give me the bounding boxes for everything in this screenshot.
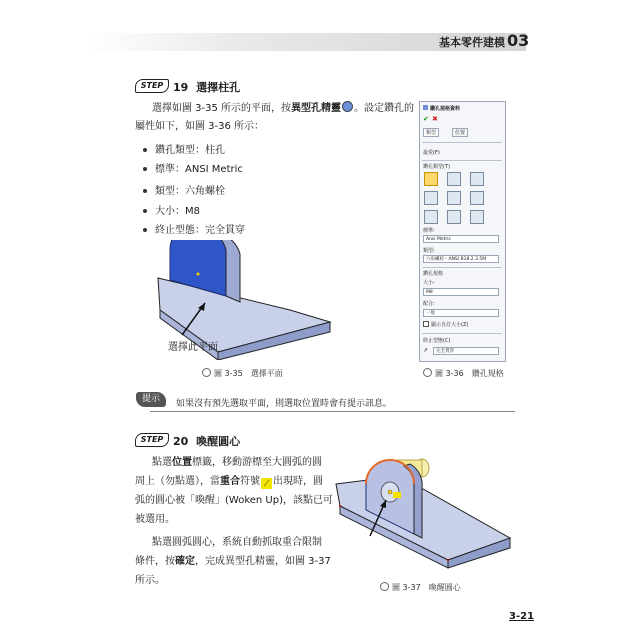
list-item: 標準：ANSI Metric [143, 160, 243, 175]
bullet-icon [143, 189, 147, 193]
callout-label: 選擇此平面 [168, 342, 218, 353]
tapered-tap-icon[interactable] [447, 191, 461, 205]
chapter-number: 03 [507, 31, 530, 50]
coincident-icon: ⟋ [261, 478, 272, 489]
pm-title-row: 鑽孔規格資料 [423, 105, 460, 112]
step-20-p2-line1: 點選圓弧圓心，系統自動抓取重合限制 [152, 537, 322, 548]
favorites-section[interactable]: 最愛(F) [423, 150, 440, 156]
bold-term: 確定 [175, 556, 195, 567]
legacy-hole-icon[interactable] [470, 191, 484, 205]
bullet-icon [143, 209, 147, 213]
tab-type[interactable]: 類型 [423, 128, 439, 137]
hole-icon [423, 105, 428, 110]
step-20-p1-line3: 弧的圓心被「喚醒」(Woken Up)，該點已可 [135, 495, 333, 506]
step-title: 選擇柱孔 [196, 81, 241, 94]
step-20-p2-line2: 條件，按確定，完成異型孔精靈，如圖 3-37 [135, 556, 331, 567]
hole-wizard-icon [342, 101, 353, 112]
type-select[interactable]: 六角螺栓 - ANSI B18.2.3.5M [423, 255, 499, 263]
countersink-slot-icon[interactable] [447, 210, 461, 224]
step-20-heading [173, 433, 240, 449]
counterbore-icon[interactable] [424, 172, 438, 186]
tab-position[interactable]: 位置 [452, 128, 468, 137]
figure-3-37-model [330, 448, 520, 573]
bullet-icon [143, 167, 147, 171]
list-item: 終止型態：完全貫穿 [143, 221, 245, 236]
step-number: 20 [173, 435, 189, 448]
slot-icon[interactable] [470, 210, 484, 224]
custom-size-checkbox[interactable]: 顯示自訂大小(Z) [423, 321, 468, 328]
step-badge: STEP [135, 79, 169, 93]
step-20-p1-line4: 被選用。 [135, 514, 175, 525]
size-label: 大小: [423, 280, 435, 286]
countersink-icon[interactable] [447, 172, 461, 186]
figure-icon [202, 368, 211, 377]
checkbox-icon [423, 321, 429, 327]
standard-label: 標準: [423, 228, 435, 234]
hole-spec-property-manager [419, 101, 506, 362]
step-title: 喚醒圓心 [196, 435, 241, 448]
hole-spec-section: 鑽孔規格 [423, 271, 444, 277]
chapter-title: 基本零件建模 [439, 36, 505, 49]
figure-caption: 圖 3-36 鑽孔規格 [423, 368, 504, 379]
size-select[interactable]: M8 [423, 288, 499, 296]
hole-icon[interactable] [470, 172, 484, 186]
text-run: 。設定鑽孔的 [354, 103, 415, 114]
type-label: 類型: [423, 248, 435, 254]
hole-type-section: 鑽孔類型(T) [423, 164, 450, 170]
bold-term: 重合 [220, 476, 240, 487]
fit-label: 配合: [423, 301, 435, 307]
tip-text: 如果沒有預先選取平面，則選取位置時會有提示訊息。 [176, 399, 393, 409]
end-condition-section: 終止型態(C) [423, 338, 451, 344]
straight-tap-icon[interactable] [424, 191, 438, 205]
bullet-icon [143, 228, 147, 232]
text-run: 選擇如圖 3-35 所示的平面，按 [152, 103, 292, 114]
step-badge: STEP [135, 433, 169, 447]
figure-icon [423, 368, 432, 377]
figure-icon [380, 582, 389, 591]
step-20-p2-line3: 所示。 [135, 575, 165, 586]
end-condition-select[interactable]: 完全貫穿 [433, 347, 499, 355]
list-item: 類型：六角螺栓 [143, 182, 225, 197]
ok-check-icon[interactable]: ✔ [423, 115, 429, 123]
tip-divider [150, 411, 515, 412]
tip-badge: 提示 [136, 392, 166, 407]
step-number: 19 [173, 81, 189, 94]
reverse-direction-icon[interactable]: ↗ [423, 347, 429, 354]
fit-select[interactable]: 一般 [423, 309, 499, 317]
bold-term: 位置 [172, 457, 192, 468]
list-item: 鑽孔類型：柱孔 [143, 141, 225, 156]
bullet-icon [143, 148, 147, 152]
figure-caption: 圖 3-37 喚醒圓心 [380, 582, 461, 593]
cancel-x-icon[interactable]: ✖ [432, 115, 438, 123]
bold-term: 異型孔精靈 [291, 103, 342, 114]
standard-select[interactable]: Ansi Metric [423, 235, 499, 243]
step-20-p1-line1: 點選位置標籤，移動游標至大圓弧的圓 [152, 457, 322, 468]
figure-caption: 圖 3-35 選擇平面 [202, 368, 283, 379]
page-number: 3-21 [509, 611, 535, 622]
list-item: 大小：M8 [143, 202, 200, 217]
step-20-p1-line2: 周上（勿點選），當重合符號 ⟋ 出現時，圓 [135, 476, 323, 488]
counterbore-slot-icon[interactable] [424, 210, 438, 224]
step-19-heading [173, 79, 240, 95]
step-19-intro-line2: 屬性如下，如圖 3-36 所示： [135, 121, 265, 132]
